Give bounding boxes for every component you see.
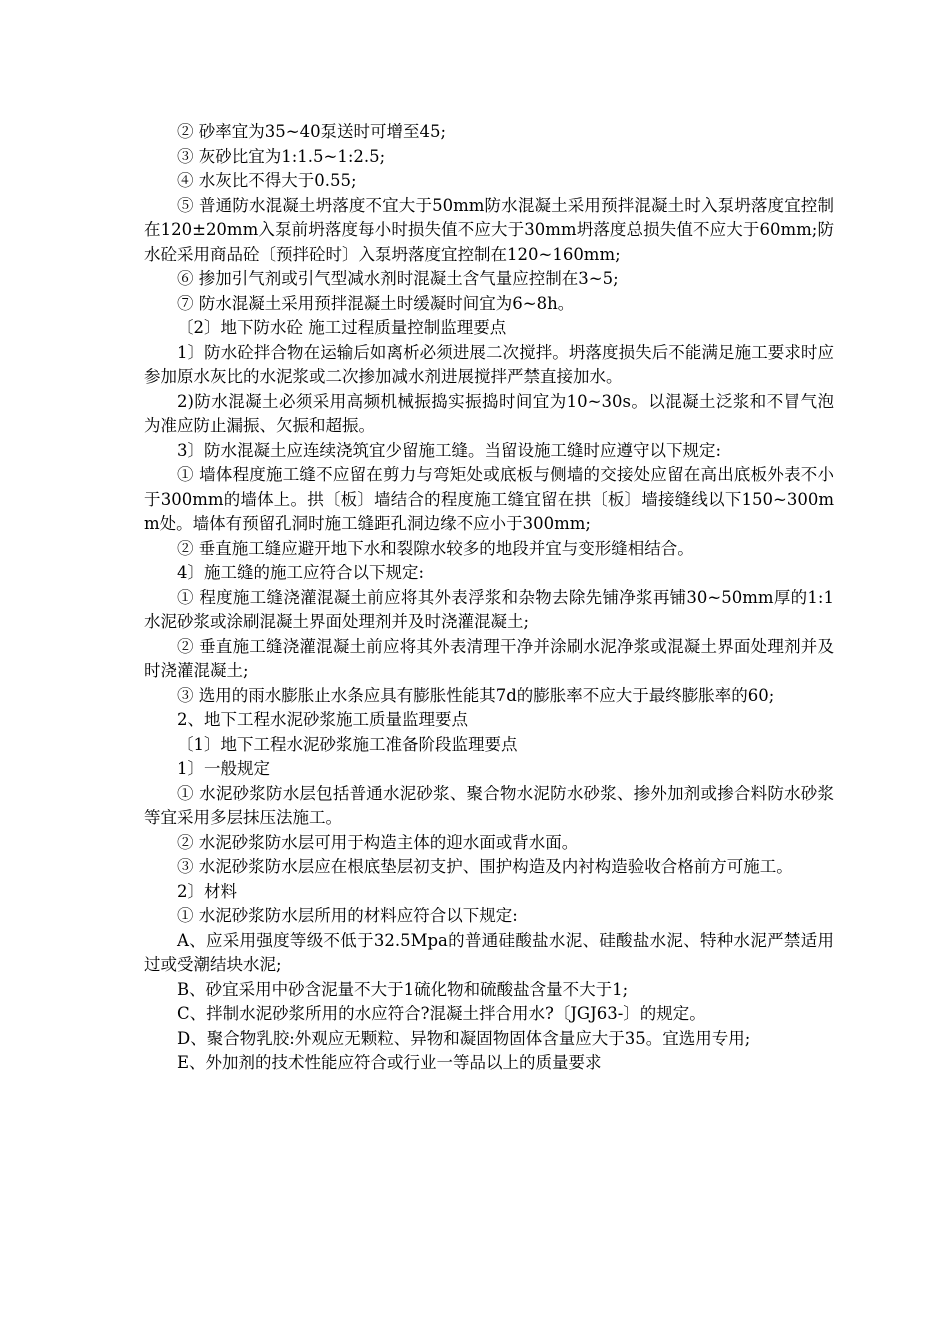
paragraph: ① 水泥砂浆防水层所用的材料应符合以下规定:	[177, 906, 518, 925]
paragraph: ④ 水灰比不得大于0.55;	[177, 171, 357, 190]
paragraph: ③ 水泥砂浆防水层应在根底垫层初支护、围护构造及内衬构造验收合格前方可施工。	[177, 857, 793, 876]
paragraph: ② 水泥砂浆防水层可用于构造主体的迎水面或背水面。	[177, 832, 579, 852]
paragraph: A、应采用强度等级不低于32.5Mpa的普通硅酸盐水泥、硅酸盐水泥、特种水泥严禁适用过或受潮结块水泥;	[144, 930, 834, 974]
paragraph: 1〕防水砼拌合物在运输后如离析必须进展二次搅拌。坍落度损失后不能满足施工要求时应参加原水灰比的水泥浆或二次掺加减水剂进展搅拌严禁直接加水。	[144, 342, 834, 386]
paragraph: B、砂宜采用中砂含泥量不大于1硫化物和硫酸盐含量不大于1;	[177, 979, 629, 999]
paragraph: E、外加剂的技术性能应符合或行业一等品以上的质量要求	[177, 1053, 602, 1072]
section-heading: 〔1〕地下工程水泥砂浆施工准备阶段监理要点	[177, 734, 518, 754]
paragraph: 3〕防水混凝土应连续浇筑宜少留施工缝。当留设施工缝时应遵守以下规定:	[177, 440, 722, 460]
section-heading: 2、地下工程水泥砂浆施工质量监理要点	[177, 710, 468, 729]
paragraph: ② 砂率宜为35~40泵送时可增至45;	[177, 122, 447, 141]
paragraph: ⑤ 普通防水混凝土坍落度不宜大于50mm防水混凝土采用预拌混凝土时入泵坍落度宜控制在120±20mm入泵前坍落度每小时损失值不应大于30mm坍落度总损失值不应大于60mm;防水砼采用商品砼〔预拌砼时〕入泵坍落度宜控制在120~160mm;	[144, 195, 834, 264]
paragraph: D、聚合物乳胶:外观应无颗粒、异物和凝固物固体含量应大于35。宜选用专用;	[177, 1028, 751, 1048]
paragraph: 2)防水混凝土必须采用高频机械振捣实振捣时间宜为10~30s。以混凝土泛浆和不冒气泡为准应防止漏振、欠振和超振。	[144, 391, 834, 435]
paragraph: C、拌制水泥砂浆所用的水应符合?混凝土拌合用水?〔JGJ63-〕的规定。	[177, 1004, 706, 1023]
paragraph: ⑥ 掺加引气剂或引气型减水剂时混凝土含气量应控制在3~5;	[177, 269, 619, 288]
paragraph: ② 垂直施工缝应避开地下水和裂隙水较多的地段并宜与变形缝相结合。	[177, 538, 694, 558]
paragraph: ① 程度施工缝浇灌混凝土前应将其外表浮浆和杂物去除先铺净浆再铺30~50mm厚的1:1水泥砂浆或涂刷混凝土界面处理剂并及时浇灌混凝土;	[144, 587, 834, 631]
subsection-heading: 2〕材料	[177, 881, 237, 901]
subsection-heading: 1〕一般规定	[177, 759, 270, 778]
paragraph: ③ 选用的雨水膨胀止水条应具有膨胀性能其7d的膨胀率不应大于最终膨胀率的60;	[177, 685, 775, 705]
paragraph: ① 水泥砂浆防水层包括普通水泥砂浆、聚合物水泥防水砂浆、掺外加剂或掺合料防水砂浆等宜采用多层抹压法施工。	[144, 783, 834, 827]
document-body	[144, 120, 834, 1076]
paragraph: 4〕施工缝的施工应符合以下规定:	[177, 563, 425, 582]
paragraph: ③ 灰砂比宜为1:1.5~1:2.5;	[177, 146, 386, 166]
section-heading: 〔2〕地下防水砼 施工过程质量控制监理要点	[177, 318, 507, 337]
paragraph: ⑦ 防水混凝土采用预拌混凝土时缓凝时间宜为6~8h。	[177, 293, 575, 313]
paragraph: ② 垂直施工缝浇灌混凝土前应将其外表清理干净并涂刷水泥净浆或混凝土界面处理剂并及时浇灌混凝土;	[144, 636, 834, 680]
paragraph: ① 墙体程度施工缝不应留在剪力与弯矩处或底板与侧墙的交接处应留在高出底板外表不小于300mm的墙体上。拱〔板〕墙结合的程度施工缝宜留在拱〔板〕墙接缝线以下150~300mm处。墙体有预留孔洞时施工缝距孔洞边缘不应小于300mm;	[144, 465, 834, 533]
